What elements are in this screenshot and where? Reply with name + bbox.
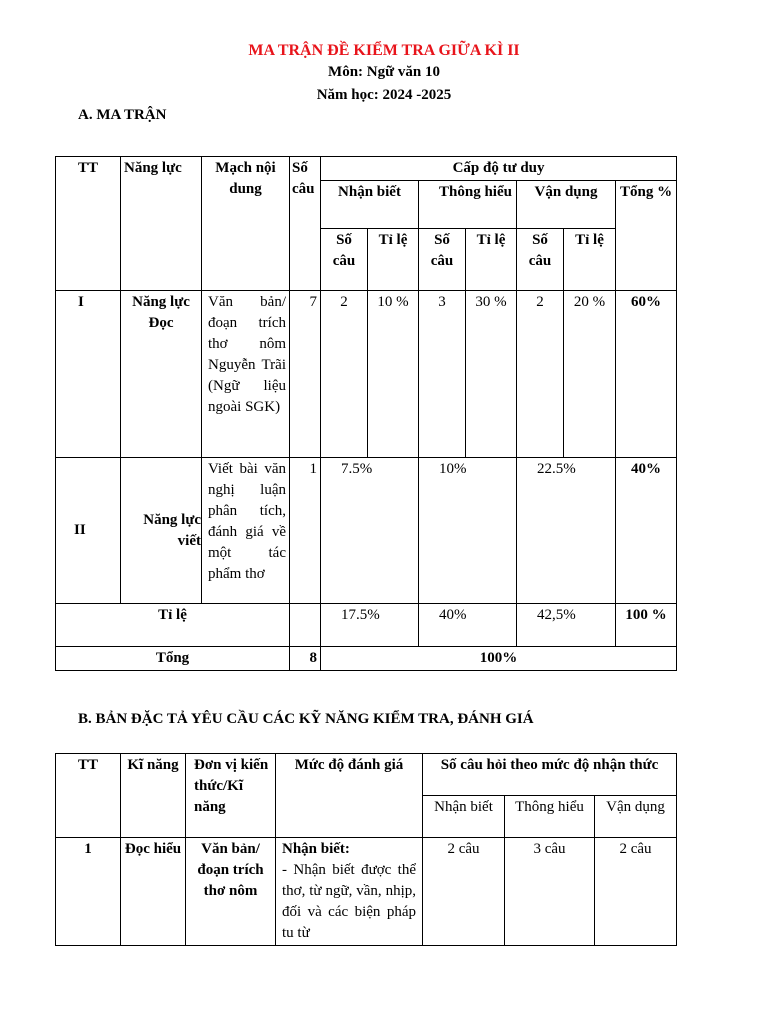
table-row [56, 458, 677, 604]
tong-value: 100% [321, 647, 677, 671]
b-header-don-vi: Đơn vị kiến thức/Kĩ năng [186, 754, 276, 838]
b-header-muc-do: Mức độ đánh giá [276, 754, 423, 838]
b-row1-th: 3 câu [505, 838, 595, 946]
row1-so-cau: 7 [290, 291, 321, 458]
ti-le-th: 40% [419, 604, 517, 647]
header-so-cau: Số câu [290, 157, 321, 291]
document-title: MA TRẬN ĐỀ KIỂM TRA GIỮA KÌ II [248, 42, 520, 59]
header-vd-so-cau: Số câu [517, 229, 564, 291]
b-header-thong-hieu: Thông hiểu [505, 796, 595, 838]
row2-tong: 40% [616, 458, 677, 604]
school-year-line: Năm học: 2024 -2025 [316, 87, 452, 103]
ti-le-empty [290, 604, 321, 647]
row1-vd-cau: 2 [517, 291, 564, 458]
b-row1-muc-do [276, 838, 423, 946]
row1-nb-tl: 10 % [368, 291, 419, 458]
row2-nb: 7.5% [321, 458, 419, 604]
row2-mach: Viết bài văn nghị luận phân tích, đánh giá về một tác phẩm thơ [202, 458, 290, 604]
row1-th-cau: 3 [419, 291, 466, 458]
row2-th: 10% [419, 458, 517, 604]
row1-nb-cau: 2 [321, 291, 368, 458]
ti-le-vd: 42,5% [517, 604, 616, 647]
ti-le-nb: 17.5% [321, 604, 419, 647]
row2-nang-luc: Năng lực viết [121, 458, 202, 604]
ti-le-label: Tỉ lệ [56, 604, 290, 647]
row1-vd-tl: 20 % [564, 291, 616, 458]
table-row [56, 647, 677, 671]
ti-le-tong: 100 % [616, 604, 677, 647]
b-row1-muc-do-text: - Nhận biết được thể thơ, từ ngữ, vần, nhịp, đối và các biện pháp tu từ [282, 862, 416, 941]
table-row [56, 291, 677, 458]
tong-so-cau: 8 [290, 647, 321, 671]
header-vd-ti-le: Tỉ lệ [564, 229, 616, 291]
row1-th-tl: 30 % [466, 291, 517, 458]
b-row1-ki-nang: Đọc hiểu [121, 838, 186, 946]
header-mach-noi-dung: Mạch nội dung [202, 157, 290, 291]
header-tong: Tổng % [616, 181, 677, 291]
section-a-heading: A. MA TRẬN [78, 107, 167, 123]
table-row [56, 838, 677, 946]
b-row1-vd: 2 câu [595, 838, 677, 946]
b-row1-nb: 2 câu [423, 838, 505, 946]
header-nb-ti-le: Tỉ lệ [368, 229, 419, 291]
header-thong-hieu: Thông hiểu [419, 181, 517, 229]
b-row1-muc-do-title: Nhận biết: [282, 841, 350, 857]
header-nang-luc: Năng lực [121, 157, 202, 291]
header-cap-do-tu-duy: Cấp độ tư duy [321, 157, 677, 181]
b-header-tt: TT [56, 754, 121, 838]
header-van-dung: Vận dụng [517, 181, 616, 229]
b-header-nhan-biet: Nhận biết [423, 796, 505, 838]
b-row1-don-vi: Văn bản/đoạn trích thơ nôm [186, 838, 276, 946]
row2-so-cau: 1 [290, 458, 321, 604]
section-b-heading: B. BẢN ĐẶC TẢ YÊU CẦU CÁC KỸ NĂNG KIỂM TRA, ĐÁNH GIÁ [78, 711, 534, 727]
header-nb-so-cau: Số câu [321, 229, 368, 291]
matrix-table [55, 156, 677, 671]
b-row1-tt: 1 [56, 838, 121, 946]
row2-vd: 22.5% [517, 458, 616, 604]
tong-label: Tổng [56, 647, 290, 671]
row1-nang-luc: Năng lực Đọc [121, 291, 202, 458]
header-nhan-biet: Nhận biết [321, 181, 419, 229]
row2-tt: II [56, 458, 121, 604]
row1-mach: Văn bản/đoạn trích thơ nôm Nguyễn Trãi (Ngữ liệu ngoài SGK) [202, 291, 290, 458]
specification-table [55, 753, 677, 946]
row1-tt: I [56, 291, 121, 458]
b-header-so-cau-hoi: Số câu hỏi theo mức độ nhận thức [423, 754, 677, 796]
table-row [56, 604, 677, 647]
b-header-van-dung: Vận dụng [595, 796, 677, 838]
header-th-so-cau: Số câu [419, 229, 466, 291]
row1-tong: 60% [616, 291, 677, 458]
header-th-ti-le: Tỉ lệ [466, 229, 517, 291]
subject-line: Môn: Ngữ văn 10 [328, 64, 440, 80]
header-tt: TT [56, 157, 121, 291]
b-header-ki-nang: Kĩ năng [121, 754, 186, 838]
